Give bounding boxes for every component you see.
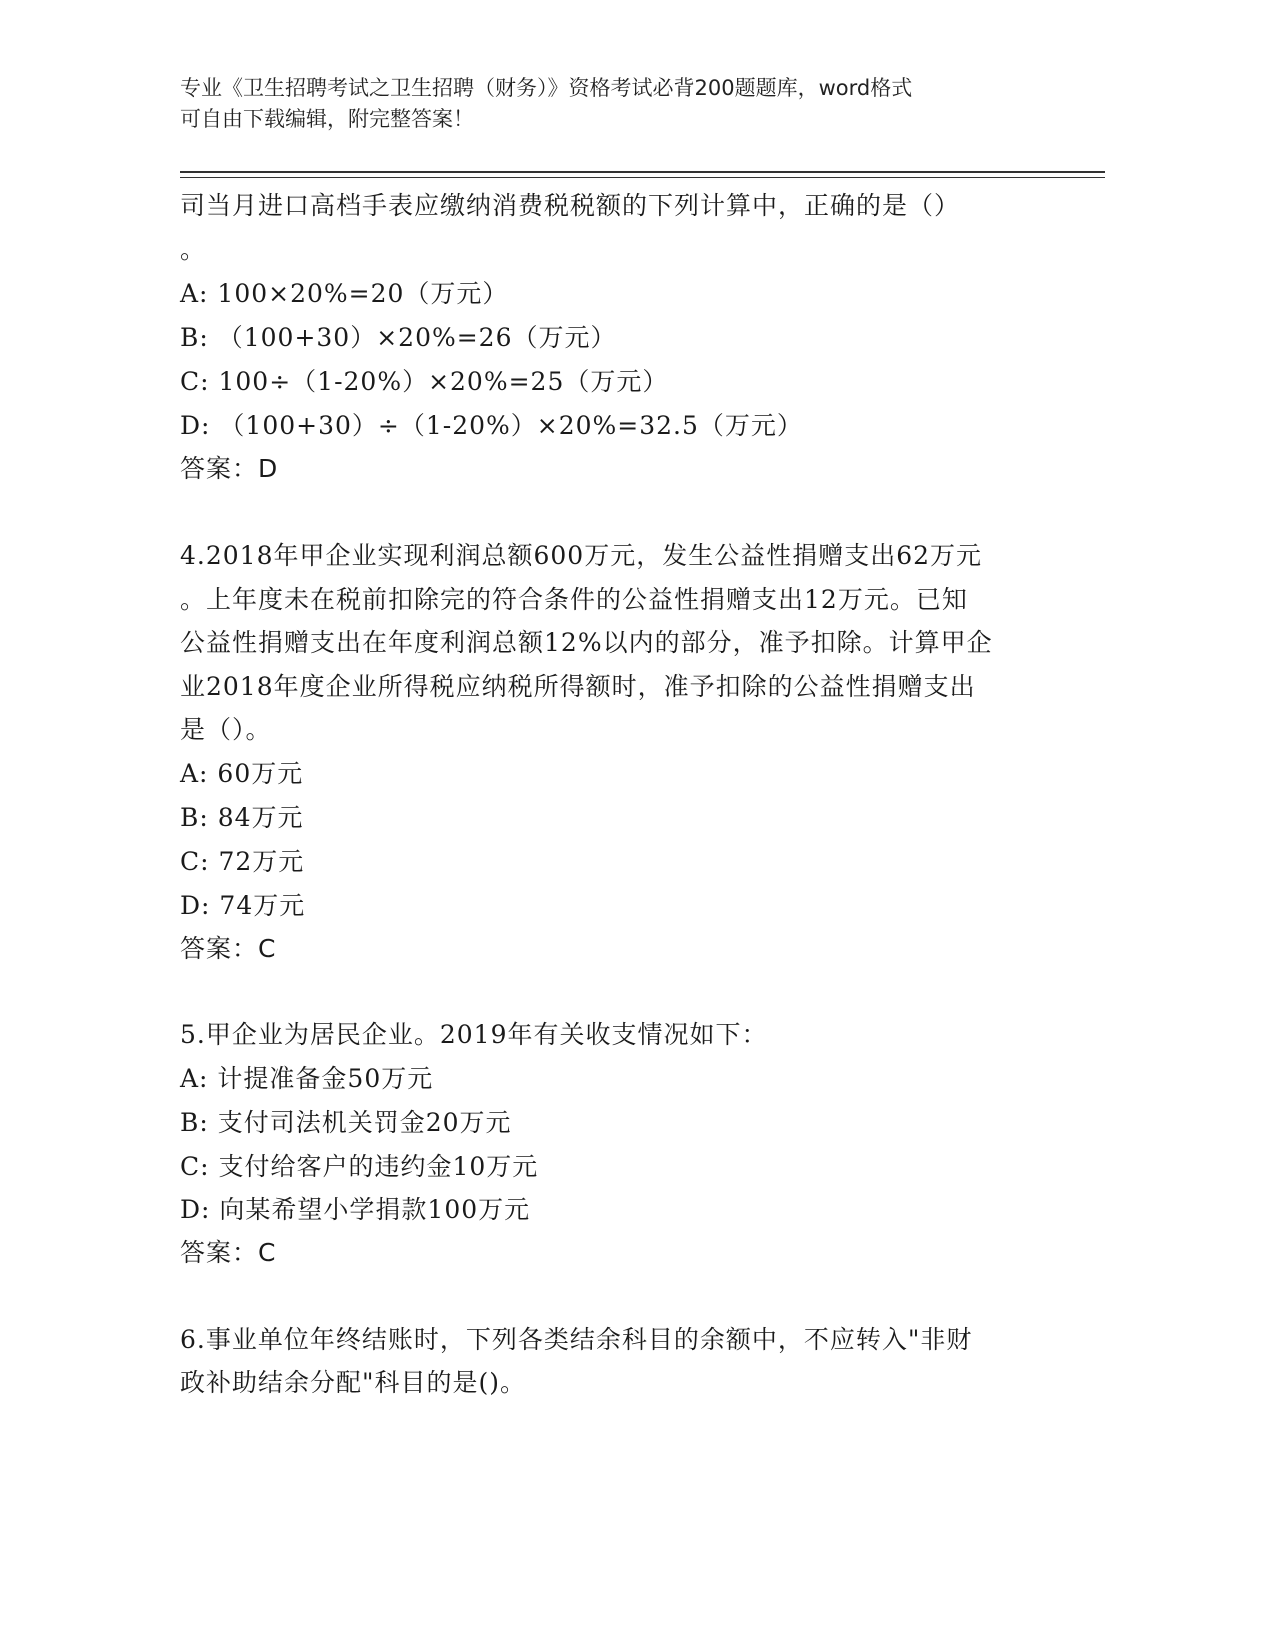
q3-option-d: D: （100+30）÷（1-20%）×20%=32.5（万元） [180, 411, 803, 440]
document-header [180, 73, 1060, 135]
q4-stem-line-4: 业2018年度企业所得税应纳税所得额时，准予扣除的公益性捐赠支出 [180, 672, 976, 701]
q3-stem-line-2: 。 [180, 235, 207, 264]
q4-answer: 答案：C [180, 934, 277, 963]
q3-option-c: C: 100÷（1-20%）×20%=25（万元） [180, 367, 669, 396]
q5-option-c: C: 支付给客户的违约金10万元 [180, 1152, 539, 1181]
q4-option-c: C: 72万元 [180, 847, 305, 876]
q4-stem-line-1: 4.2018年甲企业实现利润总额600万元，发生公益性捐赠支出62万元 [180, 541, 983, 570]
q3-option-a: A: 100×20%=20（万元） [180, 279, 509, 308]
q3-answer: 答案：D [180, 454, 279, 483]
q4-option-d: D: 74万元 [180, 891, 306, 920]
q5-option-a: A: 计提准备金50万元 [180, 1064, 434, 1093]
q6-stem-line-2: 政补助结余分配"科目的是()。 [180, 1368, 527, 1397]
header-divider-thin [180, 177, 1105, 178]
q5-option-d: D: 向某希望小学捐款100万元 [180, 1195, 531, 1224]
q5-stem-line-1: 5.甲企业为居民企业。2019年有关收支情况如下： [180, 1020, 768, 1049]
header-title-line-1: 专业《卫生招聘考试之卫生招聘（财务）》资格考试必背200题题库，word格式 [180, 76, 913, 100]
q4-option-b: B: 84万元 [180, 803, 304, 832]
q5-answer: 答案：C [180, 1238, 277, 1267]
q4-stem-line-2: 。上年度未在税前扣除完的符合条件的公益性捐赠支出12万元。已知 [180, 585, 968, 614]
q5-option-b: B: 支付司法机关罚金20万元 [180, 1108, 512, 1137]
q3-option-b: B: （100+30）×20%=26（万元） [180, 323, 617, 352]
q3-stem-line-1: 司当月进口高档手表应缴纳消费税税额的下列计算中，正确的是（） [180, 191, 961, 220]
q6-stem-line-1: 6.事业单位年终结账时，下列各类结余科目的余额中，不应转入"非财 [180, 1325, 973, 1354]
header-title-line-2: 可自由下载编辑，附完整答案！ [180, 107, 474, 131]
q4-option-a: A: 60万元 [180, 759, 304, 788]
q4-stem-line-5: 是（）。 [180, 715, 272, 744]
header-divider-thick [180, 171, 1105, 173]
q4-stem-line-3: 公益性捐赠支出在年度利润总额12%以内的部分，准予扣除。计算甲企 [180, 628, 993, 657]
